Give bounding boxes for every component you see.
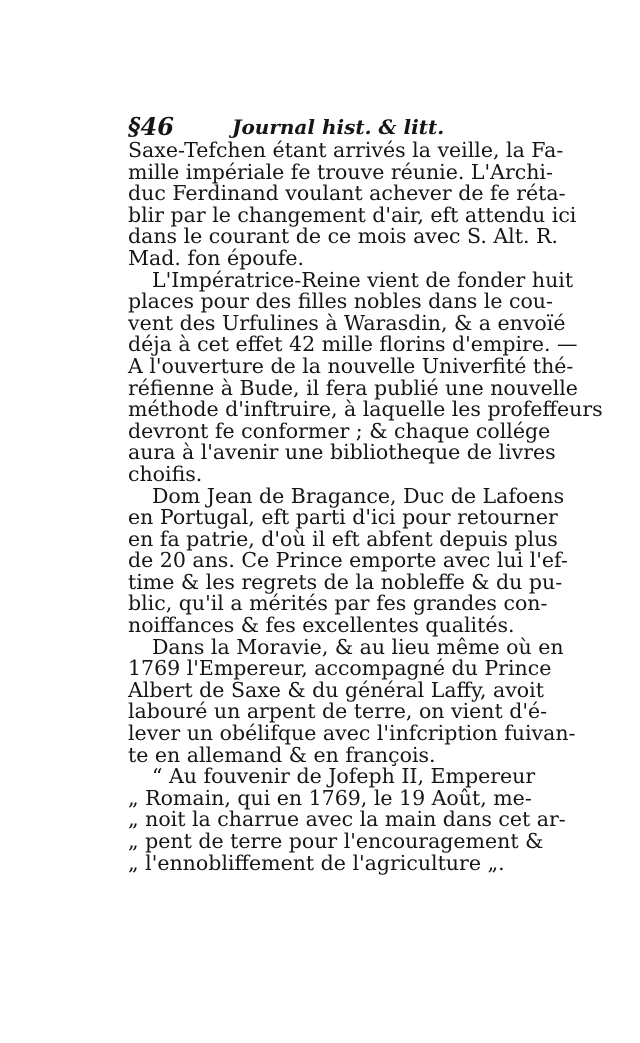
text-line: labouré un arpent de terre, on vient d'é- <box>128 699 548 724</box>
text-line: en Portugal, eft parti d'ici pour retourner <box>128 505 558 530</box>
text-line: Dans la Moravie, & au lieu même où en <box>152 634 564 659</box>
text-line: devront fe conformer ; & chaque collége <box>128 418 551 443</box>
text-line: en fa patrie, d'où il eft abfent depuis plus <box>128 526 558 551</box>
text-line: dans le courant de ce mois avec S. Alt. R. <box>128 224 558 249</box>
text-line: „ noit la charrue avec la main dans cet ar- <box>128 807 566 832</box>
text-line: vent des Urfulines à Warasdin, & a envoïé <box>128 310 566 335</box>
text-line: te en allemand & en françois. <box>128 742 436 767</box>
text-line: méthode d'inftruire, à laquelle les profeffeurs <box>128 397 603 422</box>
paragraph-empress-foundation <box>128 267 603 486</box>
page-number: §46 <box>128 112 174 141</box>
text-line: déja à cet effet 42 mille florins d'empire. — <box>128 332 578 357</box>
body-text <box>128 138 603 875</box>
text-line: lever un obélifque avec l'infcription fuivan- <box>128 721 576 746</box>
text-line: noiffances & fes excellentes qualités. <box>128 613 515 638</box>
text-line: “ Au fouvenir de Jofeph II, Empereur <box>152 764 536 789</box>
text-line: blir par le changement d'air, eft attendu ici <box>128 202 577 227</box>
text-line: Dom Jean de Bragance, Duc de Lafoens <box>152 483 565 508</box>
text-line: time & les regrets de la nobleffe & du pu- <box>128 569 563 594</box>
text-line: mille impériale fe trouve réunie. L'Archi- <box>128 159 553 184</box>
text-line: aura à l'avenir une bibliotheque de livres <box>128 440 556 465</box>
text-line: „ Romain, qui en 1769, le 19 Août, me- <box>128 785 532 810</box>
text-line: duc Ferdinand voulant achever de fe réta- <box>128 181 566 206</box>
paragraph-moravia-obelisk <box>128 634 576 767</box>
paragraph-bragance <box>128 483 568 638</box>
text-line: choifis. <box>128 461 203 486</box>
text-line: de 20 ans. Ce Prince emporte avec lui l'ef- <box>128 548 568 573</box>
text-line: A l'ouverture de la nouvelle Univerfité thé- <box>128 353 574 378</box>
text-line: Saxe-Tefchen étant arrivés la veille, la Fa- <box>128 138 564 162</box>
text-line: L'Impératrice-Reine vient de fonder huit <box>152 267 574 292</box>
running-title: Journal hist. & litt. <box>232 115 445 139</box>
text-line: „ pent de terre pour l'encouragement & <box>128 829 544 853</box>
text-line: „ l'ennobliffement de l'agriculture „. <box>128 850 505 875</box>
paragraph-family-news <box>128 138 577 270</box>
text-line: places pour des filles nobles dans le cou- <box>128 289 553 314</box>
text-line: Albert de Saxe & du général Laffy, avoit <box>128 677 544 702</box>
text-line: réfienne à Bude, il fera publié une nouvelle <box>128 375 578 400</box>
inscription-quote <box>128 764 566 875</box>
text-line: blic, qu'il a mérités par fes grandes con- <box>128 591 548 616</box>
text-line: 1769 l'Empereur, accompagné du Prince <box>128 656 552 681</box>
text-line: Mad. fon époufe. <box>128 245 305 270</box>
